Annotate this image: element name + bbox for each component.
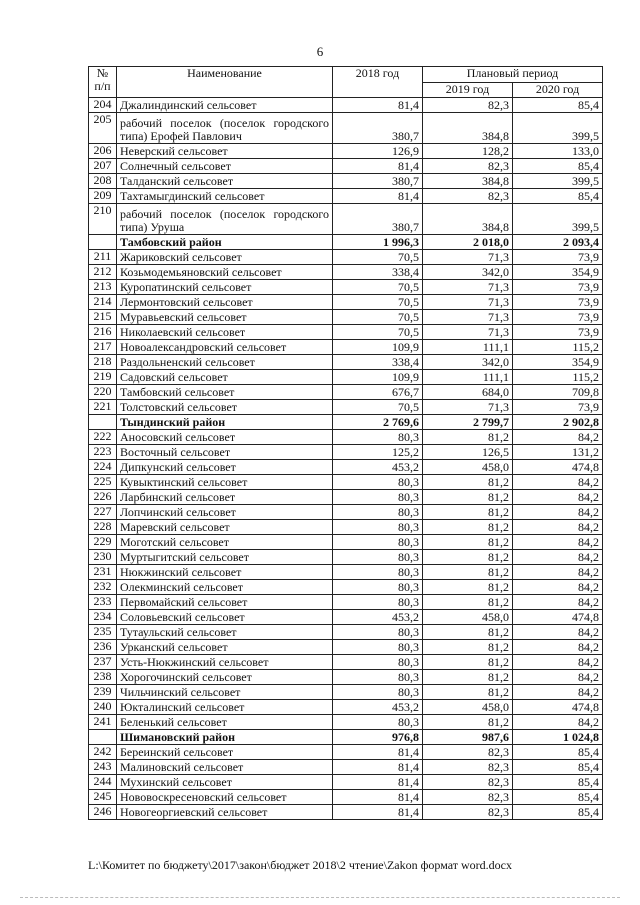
column-header-2019: 2019 год — [423, 82, 513, 98]
value-2018: 80,3 — [333, 475, 423, 490]
value-2019: 111,1 — [423, 370, 513, 385]
row-number: 237 — [89, 655, 117, 670]
row-name: Чильчинский сельсовет — [117, 685, 333, 700]
page-edge-divider — [20, 897, 620, 898]
value-2019: 458,0 — [423, 610, 513, 625]
row-name: Шимановский район — [117, 730, 333, 745]
table-row — [89, 745, 603, 760]
value-2020: 1 024,8 — [513, 730, 603, 745]
value-2019: 82,3 — [423, 189, 513, 204]
table-row — [89, 760, 603, 775]
value-2019: 81,2 — [423, 565, 513, 580]
row-name: Неверский сельсовет — [117, 144, 333, 159]
row-number: 242 — [89, 745, 117, 760]
column-header-number: № п/п — [89, 67, 117, 98]
row-number: 227 — [89, 505, 117, 520]
row-name: Джалиндинский сельсовет — [117, 98, 333, 113]
table-row — [89, 535, 603, 550]
value-2018: 70,5 — [333, 325, 423, 340]
value-2018: 70,5 — [333, 310, 423, 325]
value-2020: 84,2 — [513, 580, 603, 595]
value-2019: 458,0 — [423, 460, 513, 475]
value-2018: 126,9 — [333, 144, 423, 159]
table-row — [89, 595, 603, 610]
table-row — [89, 520, 603, 535]
table-row — [89, 685, 603, 700]
value-2019: 2 799,7 — [423, 415, 513, 430]
row-name: Береинский сельсовет — [117, 745, 333, 760]
value-2020: 474,8 — [513, 460, 603, 475]
value-2020: 84,2 — [513, 655, 603, 670]
row-name: Юкталинский сельсовет — [117, 700, 333, 715]
row-name: Соловьевский сельсовет — [117, 610, 333, 625]
row-number: 228 — [89, 520, 117, 535]
value-2020: 85,4 — [513, 159, 603, 174]
table-row — [89, 790, 603, 805]
row-name: Николаевский сельсовет — [117, 325, 333, 340]
row-number: 229 — [89, 535, 117, 550]
table-row — [89, 640, 603, 655]
row-name: Лермонтовский сельсовет — [117, 295, 333, 310]
row-number: 246 — [89, 805, 117, 820]
row-number: 206 — [89, 144, 117, 159]
row-number: 220 — [89, 385, 117, 400]
value-2019: 81,2 — [423, 430, 513, 445]
row-number: 233 — [89, 595, 117, 610]
value-2018: 380,7 — [333, 204, 423, 235]
value-2018: 80,3 — [333, 655, 423, 670]
row-number: 231 — [89, 565, 117, 580]
value-2018: 81,4 — [333, 775, 423, 790]
value-2019: 81,2 — [423, 490, 513, 505]
value-2018: 80,3 — [333, 565, 423, 580]
row-name: рабочий поселок (поселок городского типа) Уруша — [117, 204, 333, 235]
value-2020: 85,4 — [513, 760, 603, 775]
value-2018: 80,3 — [333, 685, 423, 700]
value-2020: 85,4 — [513, 790, 603, 805]
value-2020: 354,9 — [513, 355, 603, 370]
row-name: Тамбовский район — [117, 235, 333, 250]
value-2019: 81,2 — [423, 655, 513, 670]
page-number: 6 — [316, 44, 324, 59]
row-name: Хорогочинский сельсовет — [117, 670, 333, 685]
row-name: Новогеоргиевский сельсовет — [117, 805, 333, 820]
row-name: Муртыгитский сельсовет — [117, 550, 333, 565]
table-header-row — [89, 67, 603, 83]
budget-table — [88, 66, 603, 820]
value-2020: 73,9 — [513, 400, 603, 415]
row-name: Тамбовский сельсовет — [117, 385, 333, 400]
table-row — [89, 715, 603, 730]
row-name: Козьмодемьяновский сельсовет — [117, 265, 333, 280]
table-row — [89, 189, 603, 204]
value-2019: 82,3 — [423, 790, 513, 805]
table-row — [89, 355, 603, 370]
value-2020: 73,9 — [513, 250, 603, 265]
value-2018: 1 996,3 — [333, 235, 423, 250]
value-2020: 84,2 — [513, 535, 603, 550]
table-row — [89, 144, 603, 159]
value-2019: 126,5 — [423, 445, 513, 460]
row-number: 243 — [89, 760, 117, 775]
row-number: 235 — [89, 625, 117, 640]
value-2018: 80,3 — [333, 580, 423, 595]
value-2019: 82,3 — [423, 805, 513, 820]
row-number — [89, 415, 117, 430]
row-name: Тындинский район — [117, 415, 333, 430]
value-2019: 81,2 — [423, 640, 513, 655]
value-2018: 70,5 — [333, 295, 423, 310]
row-number: 230 — [89, 550, 117, 565]
value-2019: 81,2 — [423, 715, 513, 730]
value-2020: 85,4 — [513, 775, 603, 790]
value-2019: 81,2 — [423, 535, 513, 550]
table-row — [89, 505, 603, 520]
row-number: 216 — [89, 325, 117, 340]
value-2018: 70,5 — [333, 280, 423, 295]
table-row — [89, 550, 603, 565]
table-row — [89, 174, 603, 189]
row-name: Тутаульский сельсовет — [117, 625, 333, 640]
table-row — [89, 370, 603, 385]
value-2018: 70,5 — [333, 400, 423, 415]
value-2019: 81,2 — [423, 580, 513, 595]
value-2019: 81,2 — [423, 670, 513, 685]
row-name: Нововоскресеновский сельсовет — [117, 790, 333, 805]
value-2020: 84,2 — [513, 430, 603, 445]
value-2018: 80,3 — [333, 520, 423, 535]
row-number: 209 — [89, 189, 117, 204]
value-2018: 81,4 — [333, 745, 423, 760]
row-name: Кувыктинский сельсовет — [117, 475, 333, 490]
value-2020: 84,2 — [513, 640, 603, 655]
value-2018: 80,3 — [333, 550, 423, 565]
value-2018: 80,3 — [333, 505, 423, 520]
value-2019: 82,3 — [423, 98, 513, 113]
row-name: Солнечный сельсовет — [117, 159, 333, 174]
table-body — [89, 98, 603, 820]
value-2018: 453,2 — [333, 460, 423, 475]
value-2020: 84,2 — [513, 625, 603, 640]
table-row — [89, 445, 603, 460]
row-number: 238 — [89, 670, 117, 685]
table-row — [89, 610, 603, 625]
row-number: 218 — [89, 355, 117, 370]
value-2019: 384,8 — [423, 204, 513, 235]
value-2020: 73,9 — [513, 325, 603, 340]
row-number: 244 — [89, 775, 117, 790]
row-number: 222 — [89, 430, 117, 445]
row-name: Первомайский сельсовет — [117, 595, 333, 610]
row-number: 232 — [89, 580, 117, 595]
row-number: 241 — [89, 715, 117, 730]
row-name: Толстовский сельсовет — [117, 400, 333, 415]
table-row — [89, 805, 603, 820]
value-2019: 111,1 — [423, 340, 513, 355]
value-2020: 85,4 — [513, 189, 603, 204]
table-row — [89, 113, 603, 144]
row-name: Олекминский сельсовет — [117, 580, 333, 595]
value-2019: 82,3 — [423, 760, 513, 775]
district-row — [89, 235, 603, 250]
value-2018: 81,4 — [333, 159, 423, 174]
value-2018: 81,4 — [333, 760, 423, 775]
value-2019: 128,2 — [423, 144, 513, 159]
row-name: Малиновский сельсовет — [117, 760, 333, 775]
value-2019: 458,0 — [423, 700, 513, 715]
row-number: 208 — [89, 174, 117, 189]
value-2020: 84,2 — [513, 475, 603, 490]
row-number: 215 — [89, 310, 117, 325]
row-name: Беленький сельсовет — [117, 715, 333, 730]
table-row — [89, 295, 603, 310]
value-2020: 709,8 — [513, 385, 603, 400]
table-row — [89, 700, 603, 715]
row-number: 245 — [89, 790, 117, 805]
value-2018: 453,2 — [333, 700, 423, 715]
value-2018: 80,3 — [333, 670, 423, 685]
value-2020: 84,2 — [513, 505, 603, 520]
value-2018: 81,4 — [333, 98, 423, 113]
value-2020: 84,2 — [513, 490, 603, 505]
value-2018: 2 769,6 — [333, 415, 423, 430]
table-row — [89, 385, 603, 400]
value-2018: 109,9 — [333, 340, 423, 355]
value-2019: 384,8 — [423, 174, 513, 189]
value-2020: 73,9 — [513, 310, 603, 325]
value-2018: 70,5 — [333, 250, 423, 265]
row-number: 224 — [89, 460, 117, 475]
value-2018: 81,4 — [333, 189, 423, 204]
value-2019: 81,2 — [423, 550, 513, 565]
value-2019: 987,6 — [423, 730, 513, 745]
value-2019: 82,3 — [423, 159, 513, 174]
row-number: 234 — [89, 610, 117, 625]
value-2020: 84,2 — [513, 595, 603, 610]
row-name: Раздольненский сельсовет — [117, 355, 333, 370]
table-row — [89, 204, 603, 235]
value-2019: 71,3 — [423, 295, 513, 310]
value-2020: 474,8 — [513, 610, 603, 625]
value-2019: 81,2 — [423, 625, 513, 640]
row-number: 211 — [89, 250, 117, 265]
row-name: Усть-Нюкжинский сельсовет — [117, 655, 333, 670]
value-2019: 81,2 — [423, 505, 513, 520]
value-2020: 84,2 — [513, 685, 603, 700]
value-2018: 676,7 — [333, 385, 423, 400]
row-name: рабочий поселок (поселок городского типа) Ерофей Павлович — [117, 113, 333, 144]
value-2020: 474,8 — [513, 700, 603, 715]
row-name: Садовский сельсовет — [117, 370, 333, 385]
value-2018: 380,7 — [333, 174, 423, 189]
value-2018: 380,7 — [333, 113, 423, 144]
table-row — [89, 280, 603, 295]
value-2020: 73,9 — [513, 280, 603, 295]
table-row — [89, 325, 603, 340]
row-number: 226 — [89, 490, 117, 505]
row-name: Аносовский сельсовет — [117, 430, 333, 445]
value-2018: 338,4 — [333, 265, 423, 280]
value-2018: 80,3 — [333, 490, 423, 505]
value-2018: 80,3 — [333, 715, 423, 730]
row-number: 217 — [89, 340, 117, 355]
row-number: 225 — [89, 475, 117, 490]
value-2020: 85,4 — [513, 745, 603, 760]
table-row — [89, 460, 603, 475]
value-2020: 133,0 — [513, 144, 603, 159]
row-name: Мухинский сельсовет — [117, 775, 333, 790]
row-number: 207 — [89, 159, 117, 174]
value-2019: 82,3 — [423, 775, 513, 790]
row-number: 221 — [89, 400, 117, 415]
value-2019: 342,0 — [423, 355, 513, 370]
table-row — [89, 655, 603, 670]
value-2019: 71,3 — [423, 310, 513, 325]
row-number: 213 — [89, 280, 117, 295]
value-2018: 80,3 — [333, 535, 423, 550]
row-number: 236 — [89, 640, 117, 655]
value-2020: 115,2 — [513, 340, 603, 355]
value-2020: 399,5 — [513, 113, 603, 144]
row-name: Тахтамыгдинский сельсовет — [117, 189, 333, 204]
row-name: Жариковский сельсовет — [117, 250, 333, 265]
table-row — [89, 159, 603, 174]
column-header-name: Наименование — [117, 67, 333, 98]
value-2020: 2 093,4 — [513, 235, 603, 250]
row-name: Ларбинский сельсовет — [117, 490, 333, 505]
value-2020: 85,4 — [513, 98, 603, 113]
table-row — [89, 340, 603, 355]
value-2018: 338,4 — [333, 355, 423, 370]
row-number: 204 — [89, 98, 117, 113]
row-name: Нюкжинский сельсовет — [117, 565, 333, 580]
row-number — [89, 235, 117, 250]
column-header-2018: 2018 год — [333, 67, 423, 98]
file-path-footer: L:\Комитет по бюджету\2017\закон\бюджет 2018\2 чтение\Zakon формат word.docx — [88, 858, 512, 872]
table-row — [89, 310, 603, 325]
row-name: Дипкунский сельсовет — [117, 460, 333, 475]
value-2018: 453,2 — [333, 610, 423, 625]
value-2019: 71,3 — [423, 400, 513, 415]
value-2020: 115,2 — [513, 370, 603, 385]
row-name: Моготский сельсовет — [117, 535, 333, 550]
row-name: Талданский сельсовет — [117, 174, 333, 189]
value-2020: 73,9 — [513, 295, 603, 310]
value-2018: 81,4 — [333, 805, 423, 820]
table-row — [89, 400, 603, 415]
row-number: 214 — [89, 295, 117, 310]
value-2019: 684,0 — [423, 385, 513, 400]
table-row — [89, 430, 603, 445]
value-2020: 84,2 — [513, 550, 603, 565]
table-row — [89, 265, 603, 280]
row-number: 240 — [89, 700, 117, 715]
value-2020: 84,2 — [513, 670, 603, 685]
row-name: Новоалександровский сельсовет — [117, 340, 333, 355]
table-row — [89, 565, 603, 580]
value-2018: 80,3 — [333, 595, 423, 610]
value-2019: 384,8 — [423, 113, 513, 144]
value-2019: 82,3 — [423, 745, 513, 760]
row-number — [89, 730, 117, 745]
table-row — [89, 625, 603, 640]
value-2020: 131,2 — [513, 445, 603, 460]
row-number: 239 — [89, 685, 117, 700]
value-2018: 109,9 — [333, 370, 423, 385]
value-2019: 81,2 — [423, 685, 513, 700]
table-row — [89, 580, 603, 595]
value-2020: 84,2 — [513, 520, 603, 535]
value-2020: 85,4 — [513, 805, 603, 820]
value-2018: 976,8 — [333, 730, 423, 745]
row-number: 212 — [89, 265, 117, 280]
value-2018: 80,3 — [333, 430, 423, 445]
table-row — [89, 490, 603, 505]
row-number: 219 — [89, 370, 117, 385]
value-2018: 80,3 — [333, 640, 423, 655]
district-row — [89, 730, 603, 745]
table-row — [89, 475, 603, 490]
column-header-2020: 2020 год — [513, 82, 603, 98]
value-2020: 84,2 — [513, 715, 603, 730]
value-2020: 2 902,8 — [513, 415, 603, 430]
row-name: Муравьевский сельсовет — [117, 310, 333, 325]
value-2018: 81,4 — [333, 790, 423, 805]
row-number: 223 — [89, 445, 117, 460]
value-2020: 399,5 — [513, 204, 603, 235]
row-name: Маревский сельсовет — [117, 520, 333, 535]
row-name: Урканский сельсовет — [117, 640, 333, 655]
value-2019: 71,3 — [423, 250, 513, 265]
value-2019: 81,2 — [423, 595, 513, 610]
table-row — [89, 250, 603, 265]
value-2019: 342,0 — [423, 265, 513, 280]
value-2018: 80,3 — [333, 625, 423, 640]
value-2019: 81,2 — [423, 475, 513, 490]
value-2019: 81,2 — [423, 520, 513, 535]
value-2020: 84,2 — [513, 565, 603, 580]
row-name: Восточный сельсовет — [117, 445, 333, 460]
table-row — [89, 98, 603, 113]
value-2019: 71,3 — [423, 325, 513, 340]
column-header-planned-period: Плановый период — [423, 67, 603, 83]
value-2019: 71,3 — [423, 280, 513, 295]
row-number: 205 — [89, 113, 117, 144]
table-row — [89, 670, 603, 685]
value-2020: 354,9 — [513, 265, 603, 280]
table-row — [89, 775, 603, 790]
row-number: 210 — [89, 204, 117, 235]
row-name: Куропатинский сельсовет — [117, 280, 333, 295]
value-2018: 125,2 — [333, 445, 423, 460]
value-2019: 2 018,0 — [423, 235, 513, 250]
district-row — [89, 415, 603, 430]
row-name: Лопчинский сельсовет — [117, 505, 333, 520]
value-2020: 399,5 — [513, 174, 603, 189]
